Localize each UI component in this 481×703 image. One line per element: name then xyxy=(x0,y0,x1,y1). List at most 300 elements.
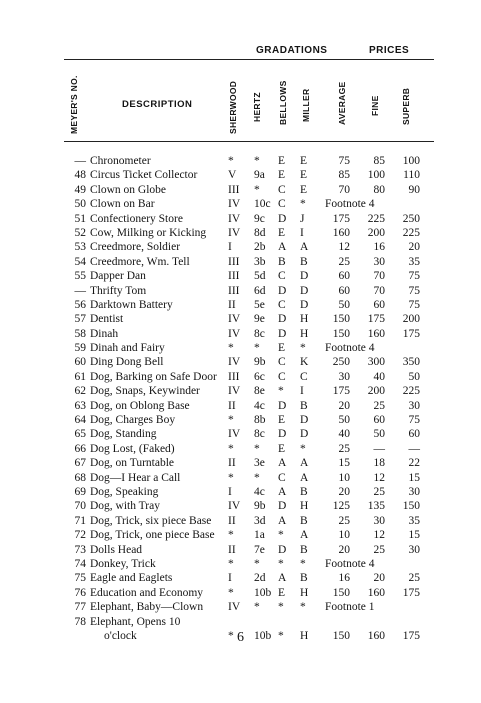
meyers-no-cell: 69 xyxy=(74,485,86,498)
table-row xyxy=(0,543,481,557)
miller-cell: K xyxy=(300,356,309,369)
meyers-no-cell: — xyxy=(74,155,86,167)
average-cell: 20 xyxy=(338,543,350,556)
sherwood-cell: I xyxy=(228,241,232,254)
superb-cell: 75 xyxy=(408,414,420,427)
sherwood-cell: IV xyxy=(228,428,241,441)
description-cell: Chronometer xyxy=(90,155,151,167)
sherwood-cell: * xyxy=(228,414,234,427)
table-row xyxy=(0,269,481,283)
sherwood-cell: III xyxy=(228,284,240,297)
hertz-cell: 9b xyxy=(254,356,266,369)
table-row xyxy=(0,586,481,600)
bellows-cell: C xyxy=(278,370,286,383)
miller-cell: A xyxy=(300,241,309,254)
bellows-header: BELLOWS xyxy=(278,80,288,125)
bellows-cell: D xyxy=(278,500,287,513)
sherwood-cell: * xyxy=(228,471,234,484)
superb-cell: 30 xyxy=(408,543,420,556)
superb-cell: 175 xyxy=(402,327,420,340)
average-cell: 15 xyxy=(338,457,350,470)
sherwood-cell: IV xyxy=(228,601,241,614)
hertz-cell: 6d xyxy=(254,284,266,297)
average-cell: 10 xyxy=(338,529,350,542)
table-row xyxy=(0,197,481,211)
fine-cell: 40 xyxy=(373,370,385,383)
average-cell: 20 xyxy=(338,399,350,412)
description-cell: Creedmore, Wm. Tell xyxy=(90,255,190,268)
average-cell: 60 xyxy=(338,284,350,297)
fine-cell: 200 xyxy=(367,385,385,398)
description-cell: Ding Dong Bell xyxy=(90,356,164,369)
sherwood-cell: IV xyxy=(228,385,241,398)
miller-cell: B xyxy=(300,514,308,527)
description-cell: Elephant, Opens 10 xyxy=(90,615,181,628)
description-cell: Cow, Milking or Kicking xyxy=(90,226,207,239)
bellows-cell: * xyxy=(278,529,284,542)
average-cell: 40 xyxy=(338,428,350,441)
description-cell: Elephant, Baby—Clown xyxy=(90,601,204,614)
meyers-no-cell: 51 xyxy=(74,212,86,225)
hertz-cell: 8c xyxy=(254,327,265,340)
fine-cell: 85 xyxy=(373,155,385,167)
sherwood-cell: * xyxy=(228,586,234,599)
fine-cell: 25 xyxy=(373,399,385,412)
bellows-cell: B xyxy=(278,255,286,268)
table-row xyxy=(0,226,481,240)
description-cell: Dog, Trick, six piece Base xyxy=(90,514,212,527)
superb-cell: 75 xyxy=(408,284,420,297)
meyers-no-cell: 73 xyxy=(74,543,86,556)
superb-cell: 200 xyxy=(402,313,420,326)
miller-cell: * xyxy=(300,442,306,455)
sherwood-cell: IV xyxy=(228,500,241,513)
sherwood-cell: II xyxy=(228,399,236,412)
miller-cell: D xyxy=(300,298,309,311)
footnote-cell: Footnote 4 xyxy=(325,342,375,355)
hertz-cell: 7e xyxy=(254,543,265,556)
miller-cell: H xyxy=(300,629,309,642)
fine-cell: 25 xyxy=(373,485,385,498)
superb-cell: 75 xyxy=(408,298,420,311)
bellows-cell: A xyxy=(278,514,287,527)
bellows-cell: E xyxy=(278,586,286,599)
superb-cell: 90 xyxy=(408,183,420,196)
hertz-cell: * xyxy=(254,471,260,484)
table-row xyxy=(0,341,481,355)
table-row xyxy=(0,298,481,312)
average-cell: 50 xyxy=(338,298,350,311)
table-row xyxy=(0,327,481,341)
meyers-no-cell: 65 xyxy=(74,428,86,441)
fine-cell: 16 xyxy=(373,241,385,254)
bellows-cell: * xyxy=(278,601,284,614)
fine-cell: 225 xyxy=(367,212,385,225)
average-cell: 175 xyxy=(332,385,350,398)
average-cell: 75 xyxy=(338,155,350,167)
average-cell: 25 xyxy=(338,442,350,455)
description-cell: Circus Ticket Collector xyxy=(90,169,198,182)
sherwood-cell: * xyxy=(228,529,234,542)
superb-header: SUPERB xyxy=(401,87,411,125)
description-cell: Dentist xyxy=(90,313,124,326)
bellows-cell: A xyxy=(278,457,287,470)
description-cell: Dog—I Hear a Call xyxy=(90,471,181,484)
meyers-no-cell: 76 xyxy=(74,586,86,599)
bellows-cell: * xyxy=(278,629,284,642)
meyers-no-cell: 57 xyxy=(74,313,86,326)
miller-cell: E xyxy=(300,169,308,182)
meyers-no-cell: 61 xyxy=(74,370,86,383)
meyers-no-cell: 48 xyxy=(74,169,86,182)
superb-cell: 175 xyxy=(402,586,420,599)
sherwood-cell: IV xyxy=(228,212,241,225)
average-cell: 50 xyxy=(338,414,350,427)
hertz-cell: * xyxy=(254,557,260,570)
superb-cell: 225 xyxy=(402,385,420,398)
meyers-no-cell: 74 xyxy=(74,557,86,570)
average-cell: 160 xyxy=(332,226,350,239)
fine-cell: 50 xyxy=(373,428,385,441)
table-row xyxy=(0,557,481,571)
bellows-cell: C xyxy=(278,298,286,311)
meyers-no-cell: 62 xyxy=(74,385,86,398)
miller-cell: A xyxy=(300,471,309,484)
fine-cell: 20 xyxy=(373,572,385,585)
bellows-cell: D xyxy=(278,543,287,556)
average-cell: 16 xyxy=(338,572,350,585)
miller-cell: * xyxy=(300,601,306,614)
description-cell: Dinah and Fairy xyxy=(90,342,165,355)
bellows-cell: C xyxy=(278,198,286,211)
miller-cell: H xyxy=(300,500,309,513)
hertz-cell: 2d xyxy=(254,572,266,585)
fine-cell: 175 xyxy=(367,313,385,326)
meyers-no-cell: 70 xyxy=(74,500,86,513)
table-row xyxy=(0,255,481,269)
average-cell: 12 xyxy=(338,241,350,254)
table-row xyxy=(0,183,481,197)
miller-cell: E xyxy=(300,155,308,167)
average-cell: 85 xyxy=(338,169,350,182)
fine-cell: 200 xyxy=(367,226,385,239)
sherwood-header: SHERWOOD xyxy=(228,80,238,134)
bellows-cell: E xyxy=(278,169,286,182)
fine-cell: 30 xyxy=(373,514,385,527)
hertz-cell: 8b xyxy=(254,414,266,427)
fine-cell: 60 xyxy=(373,414,385,427)
sherwood-cell: * xyxy=(228,442,234,455)
hertz-cell: 4c xyxy=(254,399,265,412)
miller-cell: H xyxy=(300,586,309,599)
miller-cell: H xyxy=(300,327,309,340)
superb-cell: 15 xyxy=(408,529,420,542)
bellows-cell: E xyxy=(278,342,286,355)
bellows-cell: E xyxy=(278,414,286,427)
description-cell: Clown on Globe xyxy=(90,183,167,196)
average-cell: 175 xyxy=(332,212,350,225)
table-row xyxy=(0,399,481,413)
fine-cell: 70 xyxy=(373,284,385,297)
description-cell: Thrifty Tom xyxy=(90,284,147,297)
miller-cell: A xyxy=(300,457,309,470)
superb-cell: 20 xyxy=(408,241,420,254)
table-row xyxy=(0,168,481,182)
average-cell: 10 xyxy=(338,471,350,484)
fine-cell: 80 xyxy=(373,183,385,196)
hertz-cell: * xyxy=(254,342,260,355)
header-top-rule xyxy=(64,59,434,60)
bellows-cell: A xyxy=(278,241,287,254)
average-cell: 25 xyxy=(338,255,350,268)
table-row xyxy=(0,485,481,499)
bellows-cell: D xyxy=(278,428,287,441)
superb-cell: — xyxy=(408,442,420,455)
hertz-cell: 3d xyxy=(254,514,266,527)
superb-cell: 35 xyxy=(408,255,420,268)
description-cell: Donkey, Trick xyxy=(90,557,156,570)
bellows-cell: D xyxy=(278,327,287,340)
footnote-cell: Footnote 1 xyxy=(325,601,375,614)
superb-cell: 15 xyxy=(408,471,420,484)
meyers-no-cell: 53 xyxy=(74,241,86,254)
average-cell: 150 xyxy=(332,586,350,599)
superb-cell: 250 xyxy=(402,212,420,225)
sherwood-cell: * xyxy=(228,629,234,642)
table-row xyxy=(0,154,481,168)
superb-cell: 22 xyxy=(408,457,420,470)
table-row xyxy=(0,312,481,326)
hertz-cell: 5e xyxy=(254,298,265,311)
superb-cell: 150 xyxy=(402,500,420,513)
fine-cell: 160 xyxy=(367,327,385,340)
average-cell: 150 xyxy=(332,629,350,642)
average-cell: 60 xyxy=(338,270,350,283)
miller-cell: B xyxy=(300,255,308,268)
meyers-no-cell: 55 xyxy=(74,270,86,283)
sherwood-cell: * xyxy=(228,155,234,167)
superb-cell: 60 xyxy=(408,428,420,441)
miller-cell: B xyxy=(300,485,308,498)
table-row xyxy=(0,384,481,398)
sherwood-cell: I xyxy=(228,572,232,585)
hertz-cell: * xyxy=(254,183,260,196)
bellows-cell: * xyxy=(278,557,284,570)
hertz-cell: 10b xyxy=(254,586,272,599)
description-cell: Dog, on Turntable xyxy=(90,457,175,470)
sherwood-cell: II xyxy=(228,514,236,527)
miller-cell: I xyxy=(300,226,304,239)
description-cell: Education and Economy xyxy=(90,586,204,599)
hertz-cell: 9e xyxy=(254,313,265,326)
superb-cell: 225 xyxy=(402,226,420,239)
header-bottom-rule xyxy=(64,141,434,142)
hertz-cell: 8e xyxy=(254,385,265,398)
meyers-no-cell: 75 xyxy=(74,572,86,585)
sherwood-cell: IV xyxy=(228,356,241,369)
table-row xyxy=(0,370,481,384)
price-table xyxy=(0,154,481,643)
hertz-cell: * xyxy=(254,601,260,614)
miller-cell: * xyxy=(300,198,306,211)
meyers-no-cell: 50 xyxy=(74,198,86,211)
description-cell: Creedmore, Soldier xyxy=(90,241,181,254)
description-cell: Dinah xyxy=(90,327,119,340)
meyers-no-cell: 56 xyxy=(74,298,86,311)
superb-cell: 35 xyxy=(408,514,420,527)
meyers-no-cell: — xyxy=(74,284,86,297)
description-cell: Clown on Bar xyxy=(90,198,155,211)
table-row xyxy=(0,212,481,226)
sherwood-cell: * xyxy=(228,557,234,570)
fine-cell: 100 xyxy=(367,169,385,182)
description-header: DESCRIPTION xyxy=(122,99,193,110)
bellows-cell: A xyxy=(278,572,287,585)
table-row xyxy=(0,427,481,441)
description-cell: Confectionery Store xyxy=(90,212,183,225)
average-cell: 250 xyxy=(332,356,350,369)
description-cell: Dog, Trick, one piece Base xyxy=(90,529,215,542)
meyers-no-cell: 58 xyxy=(74,327,86,340)
sherwood-cell: * xyxy=(228,342,234,355)
fine-cell: 25 xyxy=(373,543,385,556)
table-row xyxy=(0,514,481,528)
footnote-cell: Footnote 4 xyxy=(325,198,375,211)
table-row xyxy=(0,413,481,427)
meyers-no-cell: 67 xyxy=(74,457,86,470)
sherwood-cell: IV xyxy=(228,313,241,326)
hertz-cell: 10c xyxy=(254,198,271,211)
page-number: 6 xyxy=(237,630,244,645)
table-row xyxy=(0,284,481,298)
miller-cell: I xyxy=(300,385,304,398)
description-cell: Dog, Barking on Safe Door xyxy=(90,370,217,383)
hertz-cell: 3b xyxy=(254,255,266,268)
bellows-cell: C xyxy=(278,356,286,369)
fine-cell: 70 xyxy=(373,270,385,283)
average-cell: 25 xyxy=(338,514,350,527)
hertz-cell: 9b xyxy=(254,500,266,513)
average-cell: 30 xyxy=(338,370,350,383)
fine-cell: 30 xyxy=(373,255,385,268)
hertz-cell: 9c xyxy=(254,212,265,225)
description-cell: Darktown Battery xyxy=(90,298,173,311)
miller-header: MILLER xyxy=(301,88,311,122)
fine-cell: 18 xyxy=(373,457,385,470)
bellows-cell: D xyxy=(278,284,287,297)
miller-cell: B xyxy=(300,399,308,412)
table-row xyxy=(0,571,481,585)
hertz-cell: 5d xyxy=(254,270,266,283)
fine-cell: 12 xyxy=(373,471,385,484)
sherwood-cell: IV xyxy=(228,226,241,239)
hertz-cell: 8c xyxy=(254,428,265,441)
gradations-header: GRADATIONS xyxy=(256,45,328,56)
miller-cell: D xyxy=(300,270,309,283)
meyers-no-cell: 63 xyxy=(74,399,86,412)
fine-cell: 160 xyxy=(367,586,385,599)
hertz-cell: 2b xyxy=(254,241,266,254)
table-row xyxy=(0,615,481,629)
superb-cell: 30 xyxy=(408,485,420,498)
bellows-cell: E xyxy=(278,226,286,239)
footnote-cell: Footnote 4 xyxy=(325,557,375,570)
bellows-cell: E xyxy=(278,442,286,455)
miller-cell: J xyxy=(300,212,305,225)
sherwood-cell: II xyxy=(228,457,236,470)
description-cell: Dog, Speaking xyxy=(90,485,159,498)
description-cell: Dog, with Tray xyxy=(90,500,160,513)
average-cell: 150 xyxy=(332,313,350,326)
miller-cell: * xyxy=(300,342,306,355)
sherwood-cell: V xyxy=(228,169,237,182)
fine-cell: 12 xyxy=(373,529,385,542)
superb-cell: 100 xyxy=(402,155,420,167)
sherwood-cell: III xyxy=(228,255,240,268)
fine-cell: 135 xyxy=(367,500,385,513)
table-row xyxy=(0,355,481,369)
superb-cell: 50 xyxy=(408,370,420,383)
description-cell: Dog, Charges Boy xyxy=(90,414,176,427)
miller-cell: B xyxy=(300,572,308,585)
meyers-no-cell: 54 xyxy=(74,255,86,268)
description-cell: Dog, on Oblong Base xyxy=(90,399,190,412)
miller-cell: D xyxy=(300,428,309,441)
fine-cell: 300 xyxy=(367,356,385,369)
average-cell: 150 xyxy=(332,327,350,340)
bellows-cell: C xyxy=(278,270,286,283)
hertz-cell: 4c xyxy=(254,485,265,498)
bellows-cell: D xyxy=(278,313,287,326)
sherwood-cell: I xyxy=(228,485,232,498)
average-cell: 70 xyxy=(338,183,350,196)
sherwood-cell: III xyxy=(228,270,240,283)
superb-cell: 110 xyxy=(403,169,420,182)
sherwood-cell: II xyxy=(228,543,236,556)
meyers-no-cell: 49 xyxy=(74,183,86,196)
miller-cell: B xyxy=(300,543,308,556)
miller-cell: * xyxy=(300,557,306,570)
fine-cell: 60 xyxy=(373,298,385,311)
bellows-cell: C xyxy=(278,183,286,196)
average-cell: 125 xyxy=(332,500,350,513)
meyers-no-cell: 59 xyxy=(74,342,86,355)
miller-cell: H xyxy=(300,313,309,326)
miller-cell: E xyxy=(300,183,308,196)
superb-cell: 25 xyxy=(408,572,420,585)
hertz-cell: 1a xyxy=(254,529,265,542)
hertz-cell: 9a xyxy=(254,169,265,182)
miller-cell: C xyxy=(300,370,308,383)
superb-cell: 350 xyxy=(402,356,420,369)
fine-cell: — xyxy=(373,442,385,455)
sherwood-cell: IV xyxy=(228,198,241,211)
meyers-no-cell: 60 xyxy=(74,356,86,369)
bellows-cell: E xyxy=(278,155,286,167)
table-row xyxy=(0,499,481,513)
description-cell: Dog, Snaps, Keywinder xyxy=(90,385,200,398)
hertz-cell: 6c xyxy=(254,370,265,383)
meyers-no-header: MEYER'S NO. xyxy=(69,75,79,134)
description-cell: Eagle and Eaglets xyxy=(90,572,173,585)
meyers-no-cell: 77 xyxy=(74,601,86,614)
table-row xyxy=(0,471,481,485)
hertz-cell: * xyxy=(254,155,260,167)
superb-cell: 30 xyxy=(408,399,420,412)
bellows-cell: D xyxy=(278,399,287,412)
hertz-cell: * xyxy=(254,442,260,455)
fine-header: FINE xyxy=(370,95,380,116)
